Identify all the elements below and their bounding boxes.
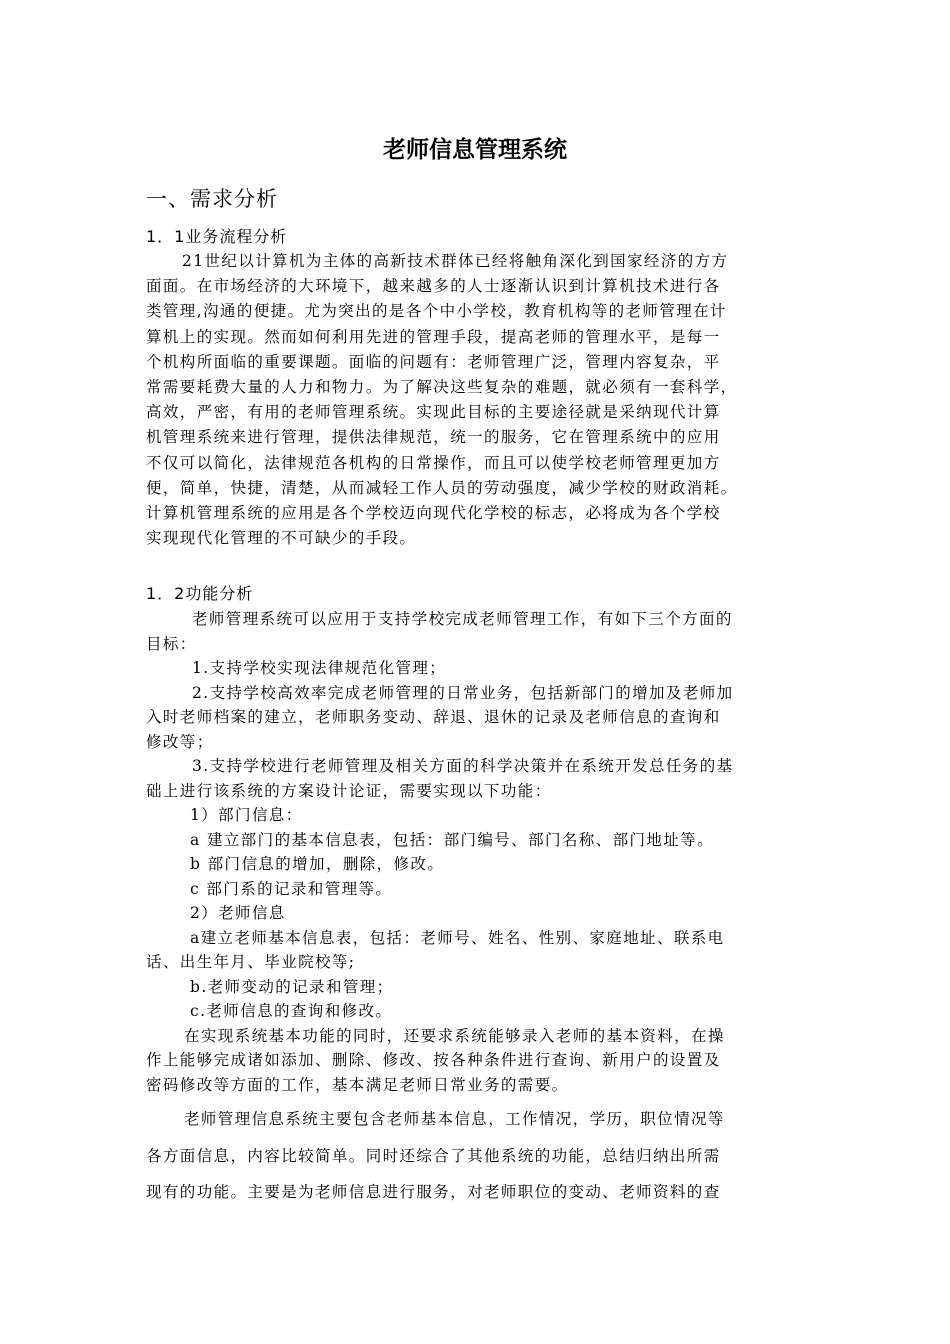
paragraph-line: 老师管理信息系统主要包含老师基本信息，工作情况，学历，职位情况等	[184, 1110, 725, 1128]
paragraph-line: 不仅可以简化，法律规范各机构的日常操作，而且可以使学校老师管理更加方	[146, 453, 721, 472]
list-item: c 部门系的记录和管理等。	[190, 879, 393, 898]
paragraph-line: 目标：	[146, 634, 197, 653]
subsection-heading-business-process: 1．1业务流程分析	[146, 227, 288, 246]
paragraph-line: 个机构所面临的重要课题。面临的问题有：老师管理广泛，管理内容复杂，平	[146, 352, 721, 371]
list-item: b.老师变动的记录和管理；	[190, 977, 394, 996]
paragraph-line: 现有的功能。主要是为老师信息进行服务，对老师职位的变动、老师资料的查	[146, 1183, 721, 1201]
paragraph-line: 入时老师档案的建立，老师职务变动、辞退、退休的记录及老师信息的查询和	[146, 708, 721, 726]
section-heading-requirements: 一、需求分析	[146, 187, 278, 211]
paragraph-line: 话、出生年月、毕业院校等;	[146, 953, 356, 971]
paragraph-line: 密码修改等方面的工作，基本满足老师日常业务的需要。	[146, 1075, 569, 1094]
paragraph-line: 常需要耗费大量的人力和物力。为了解决这些复杂的难题，就必须有一套科学，	[146, 378, 738, 397]
paragraph-line: 高效，严密，有用的老师管理系统。实现此目标的主要途径就是采纳现代计算	[146, 403, 721, 422]
paragraph-line: 作上能够完成诸如添加、删除、修改、按各种条件进行查询、新用户的设置及	[146, 1051, 721, 1069]
paragraph-line: 实现现代化管理的不可缺少的手段。	[146, 529, 417, 548]
paragraph-line: 算机上的实现。然而如何利用先进的管理手段，提高老师的管理水平，是每一	[146, 327, 721, 346]
list-item: a建立老师基本信息表，包括：老师号、姓名、性别、家庭地址、联系电	[190, 928, 725, 947]
list-item: 1.支持学校实现法律规范化管理；	[192, 659, 447, 677]
paragraph-line: 面面。在市场经济的大环境下，越来越多的人士逐渐认识到计算机技术进行各	[146, 277, 721, 296]
summary-paragraph	[146, 1101, 814, 1211]
paragraph-line: 类管理,沟通的便捷。尤为突出的是各个中小学校，教育机构等的老师管理在计	[146, 302, 727, 321]
list-item: 1）部门信息：	[190, 806, 303, 824]
paragraph-line: 老师管理系统可以应用于支持学校完成老师管理工作，有如下三个方面的	[192, 610, 733, 628]
list-item: 3.支持学校进行老师管理及相关方面的科学决策并在系统开发总任务的基	[192, 757, 734, 775]
paragraph-line: 各方面信息，内容比较简单。同时还综合了其他系统的功能，总结归纳出所需	[146, 1146, 721, 1165]
list-item: a 建立部门的基本信息表，包括：部门编号、部门名称、部门地址等。	[190, 830, 714, 849]
list-item: b 部门信息的增加，删除，修改。	[190, 855, 445, 873]
paragraph-line: 修改等；	[146, 732, 214, 751]
paragraph-line: 础上进行该系统的方案设计论证，需要实现以下功能：	[146, 781, 552, 800]
subsection-heading-function-analysis: 1．2功能分析	[146, 584, 254, 603]
list-item: c.老师信息的查询和修改。	[190, 1002, 393, 1020]
paragraph-line: 计算机管理系统的应用是各个学校迈向现代化学校的标志，必将成为各个学校	[146, 504, 721, 523]
paragraph-line: 21世纪以计算机为主体的高新技术群体已经将触角深化到国家经济的方方	[182, 252, 729, 270]
function-analysis-paragraph	[146, 607, 814, 1097]
business-process-paragraph	[146, 249, 814, 551]
document-title: 老师信息管理系统	[383, 137, 567, 163]
paragraph-line: 便，简单，快捷，清楚，从而减轻工作人员的劳动强度，减少学校的财政消耗。	[146, 478, 738, 497]
list-item: 2）老师信息	[190, 904, 286, 922]
paragraph-line: 在实现系统基本功能的同时，还要求系统能够录入老师的基本资料，在操	[184, 1026, 725, 1045]
paragraph-line: 机管理系统来进行管理，提供法律规范，统一的服务，它在管理系统中的应用	[146, 428, 721, 447]
list-item: 2.支持学校高效率完成老师管理的日常业务，包括新部门的增加及老师加	[192, 683, 734, 702]
